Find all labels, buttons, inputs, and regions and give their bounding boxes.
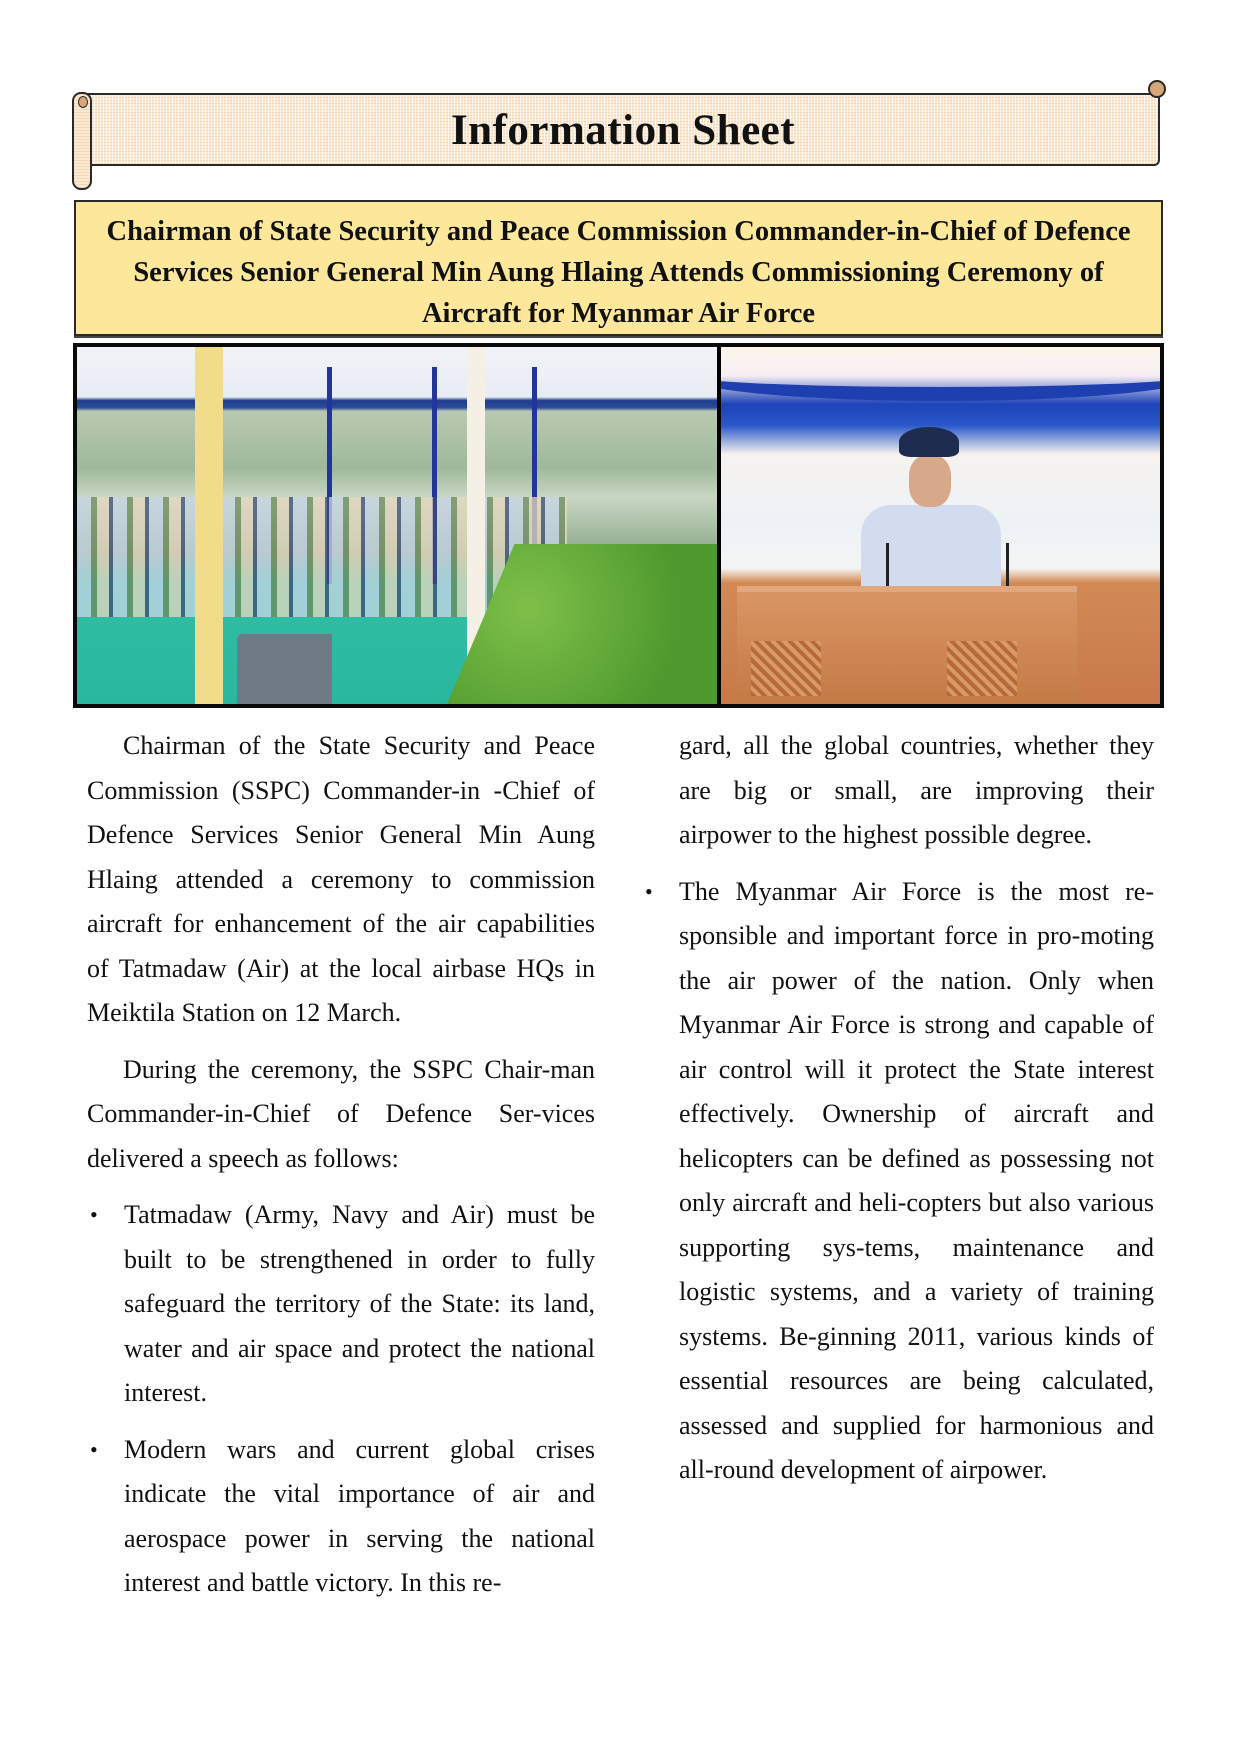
podium	[737, 586, 1077, 704]
bullet-item	[642, 870, 1154, 1493]
podium-carving	[947, 641, 1017, 696]
bullet-continuation: gard, all the global countries, whether they are big or small, are improving their airpower to the highest possible degree.	[679, 731, 1154, 849]
bullet-icon: •	[645, 878, 653, 904]
intro-paragraph: Chairman of the State Security and Peace Commission (SSPC) Commander-in -Chief of Defence Services Senior General Min Aung Hlaing attended a ceremony to commission aircraft for enhancement of the air capabilities of Tatmadaw (Air) at the local airbase HQs in Meiktila Station on 12 March.	[87, 731, 595, 1027]
speaker-at-podium-photo	[721, 347, 1160, 704]
headline: Chairman of State Security and Peace Commission Commander-in-Chief of Defence Services Senior General Min Aung Hlaing Attends Commissioning Ceremony of Aircraft for Myanmar Air Force	[106, 216, 1131, 329]
bullet-item	[87, 1428, 595, 1606]
left-column	[87, 724, 595, 1618]
headline-box	[74, 200, 1163, 336]
speech-intro-paragraph: During the ceremony, the SSPC Chair-man Commander-in-Chief of Defence Ser-vices delivered a speech as follows:	[87, 1054, 595, 1173]
speaker-face	[909, 455, 951, 507]
page-title: Information Sheet	[450, 107, 796, 154]
speaker-uniform	[861, 505, 1001, 595]
scroll-curl-icon	[1148, 80, 1166, 98]
title-banner	[72, 88, 1166, 178]
speaker-cap	[899, 427, 959, 457]
photo-strip	[73, 343, 1164, 708]
bullet-icon: •	[90, 1436, 98, 1462]
right-column	[642, 724, 1154, 1505]
bullet-item	[87, 1193, 595, 1416]
bullet-icon: •	[90, 1202, 98, 1227]
bullet-text: Tatmadaw (Army, Navy and Air) must be built to be strengthened in order to fully safeguard the territory of the State: its land, water and air space and protect the national interest.	[124, 1200, 595, 1407]
blue-drape	[721, 347, 1160, 401]
bullet-text: Modern wars and current global crises indicate the vital importance of air and aerospace power in serving the national interest and battle victory. In this re-	[124, 1434, 595, 1597]
bullet-text: The Myanmar Air Force is the most re-sponsible and important force in pro-moting the air power of the nation. Only when Myanmar Air Force is strong and capable of air control will it protect the State interest effectively. Ownership of aircraft and helicopters can be defined as possessing not only aircraft and heli-copters but also various supporting sys-tems, maintenance and logistic systems, and a variety of training systems. Be-ginning 2011, various kinds of essential resources are being calculated, assessed and supplied for harmonious and all-round development of airpower.	[679, 876, 1154, 1484]
ceremony-audience-photo	[77, 347, 717, 704]
monitor	[237, 634, 332, 704]
podium-carving	[751, 641, 821, 696]
draped-pillar	[195, 347, 223, 704]
